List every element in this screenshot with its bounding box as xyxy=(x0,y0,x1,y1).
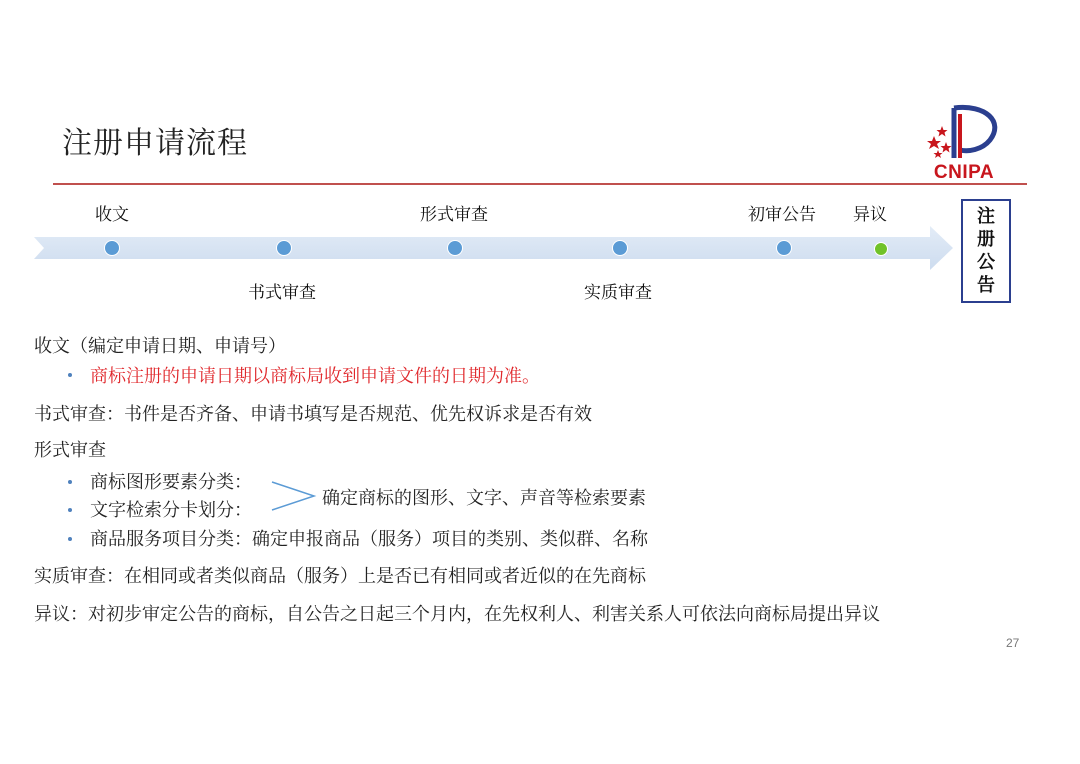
final-step-char: 注 xyxy=(977,206,995,227)
registration-announcement-box xyxy=(961,199,1011,303)
cnipa-logo xyxy=(920,100,1008,184)
final-step-char: 告 xyxy=(977,275,995,296)
bullet-dot xyxy=(68,537,72,541)
brace-connector xyxy=(270,476,318,516)
timeline-arrow xyxy=(0,190,1080,310)
slide-title: 注册申请流程 xyxy=(62,126,248,161)
bullet-dot xyxy=(68,373,72,377)
formal-review-bullet-3: 商品服务项目分类：确定申报商品（服务）项目的类别、类似群、名称 xyxy=(90,529,648,550)
timeline-label-format-review: 书式审查 xyxy=(248,283,316,303)
timeline-dot-preliminary-announcement xyxy=(776,240,792,256)
final-step-char: 册 xyxy=(977,229,995,250)
timeline-label-formal-review: 形式审查 xyxy=(420,205,488,225)
process-timeline xyxy=(0,190,1080,310)
timeline-dot-formal-review xyxy=(447,240,463,256)
receipt-heading: 收文（编定申请日期、申请号） xyxy=(34,336,286,357)
opposition-text: 异议：对初步审定公告的商标，自公告之日起三个月内，在先权利人、利害关系人可依法向商标局提出异议 xyxy=(34,604,880,625)
timeline-dot-receipt xyxy=(104,240,120,256)
timeline-label-substantive-review: 实质审查 xyxy=(584,283,652,303)
format-review-text: 书式审查：书件是否齐备、申请书填写是否规范、优先权诉求是否有效 xyxy=(34,404,592,425)
timeline-dot-substantive-review xyxy=(612,240,628,256)
title-divider xyxy=(53,183,1027,185)
timeline-dot-opposition xyxy=(874,242,888,256)
formal-review-bullet-1: 商标图形要素分类： xyxy=(90,472,252,493)
timeline-dot-format-review xyxy=(276,240,292,256)
page-number: 27 xyxy=(1006,636,1020,650)
substantive-review-text: 实质审查：在相同或者类似商品（服务）上是否已有相同或者近似的在先商标 xyxy=(34,566,646,587)
logo-wordmark: CNIPA xyxy=(933,162,995,183)
receipt-bullet: 商标注册的申请日期以商标局收到申请文件的日期为准。 xyxy=(90,366,540,387)
formal-review-brace-note: 确定商标的图形、文字、声音等检索要素 xyxy=(322,488,646,509)
final-step-char: 公 xyxy=(977,252,995,273)
timeline-label-receipt: 收文 xyxy=(95,205,129,225)
formal-review-bullet-2: 文字检索分卡划分： xyxy=(90,500,252,521)
timeline-label-preliminary-announcement: 初审公告 xyxy=(748,205,816,225)
bullet-dot xyxy=(68,508,72,512)
timeline-label-opposition: 异议 xyxy=(853,205,887,225)
formal-review-heading: 形式审查 xyxy=(34,440,106,461)
bullet-dot xyxy=(68,480,72,484)
